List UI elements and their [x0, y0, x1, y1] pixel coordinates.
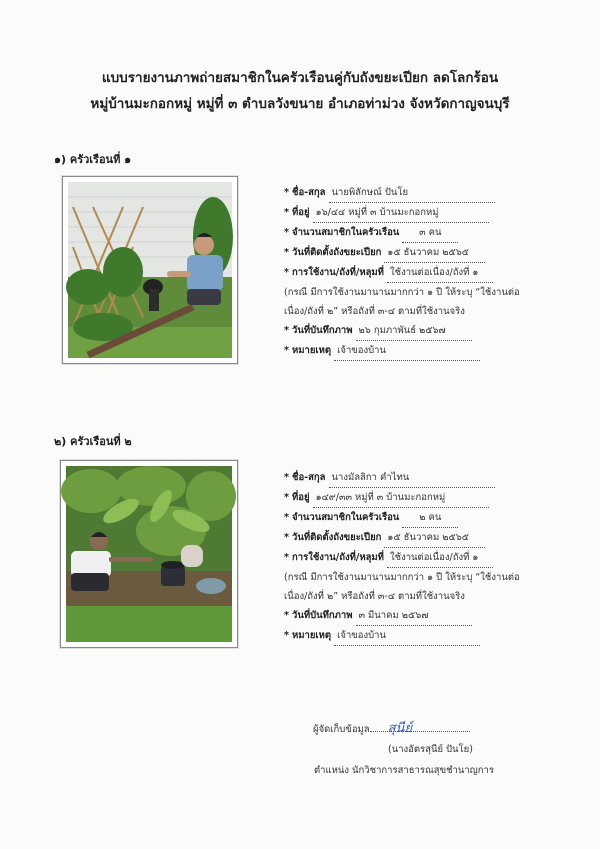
- report-title-line-1: แบบรายงานภาพถ่ายสมาชิกในครัวเรือนคู่กับถังขยะเปียก ลดโลกร้อน: [101, 70, 499, 86]
- remark-value: เจ้าของบ้าน: [334, 341, 480, 361]
- address-value: ๑๖/๔๔ หมู่ที่ ๓ บ้านมะกอกหมู่: [313, 203, 489, 223]
- address-value: ๑๔๙/๓๓ หมู่ที่ ๓ บ้านมะกอกหมู่: [313, 488, 489, 508]
- handwritten-signature: สุนีย์: [387, 721, 413, 736]
- household-1-heading: ๑) ครัวเรือนที่ ๑: [54, 153, 132, 166]
- bullet-star: *: [284, 345, 289, 356]
- bullet-star: *: [284, 492, 289, 503]
- signature-line: [370, 721, 470, 736]
- bullet-star: *: [284, 325, 289, 336]
- usage-note: (กรณี มีการใช้งานมานานมากกว่า ๑ ปี ให้ระบุ “ใช้งานต่อเนื่อง/ถังที่ ๒” หรือถังที่ ๓-๔ ตามที่ใช้งานจริง: [284, 572, 520, 602]
- install-date-value: ๑๕ ธันวาคม ๒๕๖๕: [384, 528, 485, 548]
- household-1-remark-row: [284, 341, 534, 361]
- bullet-star: *: [284, 187, 289, 198]
- members-value: ๒ คน: [402, 508, 458, 528]
- household-2-usage-row: [284, 548, 534, 568]
- members-label: จำนวนสมาชิกในครัวเรือน: [292, 512, 400, 523]
- bullet-star: *: [284, 227, 289, 238]
- collector-label: ผู้จัดเก็บข้อมูล: [313, 724, 370, 735]
- install-date-value: ๑๕ ธันวาคม ๒๕๖๕: [384, 243, 485, 263]
- members-value: ๓ คน: [402, 223, 458, 243]
- bullet-star: *: [284, 472, 289, 483]
- usage-value: ใช้งานต่อเนื่อง/ถังที่ ๑: [387, 263, 493, 283]
- bullet-star: *: [284, 610, 289, 621]
- bullet-star: *: [284, 512, 289, 523]
- address-label: ที่อยู่: [292, 492, 310, 503]
- bullet-star: *: [284, 247, 289, 258]
- household-2-photo-date-row: [284, 606, 534, 626]
- household-1-members-row: [284, 223, 534, 243]
- usage-value: ใช้งานต่อเนื่อง/ถังที่ ๑: [387, 548, 493, 568]
- household-2-remark-row: [284, 626, 534, 646]
- install-label: วันที่ติดตั้งถังขยะเปียก: [292, 247, 382, 258]
- household-2-details: [284, 468, 534, 646]
- collector-name: (นางอัตรสุนีย์ ปันโย): [388, 744, 473, 755]
- photo-date-value: ๓ มีนาคม ๒๕๖๗: [356, 606, 472, 626]
- household-1-usage-row: [284, 263, 534, 283]
- address-label: ที่อยู่: [292, 207, 310, 218]
- name-label: ชื่อ-สกุล: [292, 187, 326, 198]
- bullet-star: *: [284, 630, 289, 641]
- household-2-install-row: [284, 528, 534, 548]
- bullet-star: *: [284, 207, 289, 218]
- name-value: นายพิลักษณ์ ปันโย: [329, 183, 495, 203]
- remark-label: หมายเหตุ: [292, 630, 332, 641]
- household-2-address-row: [284, 488, 534, 508]
- collector-position: ตำแหน่ง นักวิชาการสาธารณสุขชำนาญการ: [314, 765, 494, 776]
- members-label: จำนวนสมาชิกในครัวเรือน: [292, 227, 400, 238]
- household-2-heading: ๒) ครัวเรือนที่ ๒: [54, 435, 132, 448]
- name-label: ชื่อ-สกุล: [292, 472, 326, 483]
- bullet-star: *: [284, 532, 289, 543]
- photo-date-label: วันที่บันทึกภาพ: [292, 610, 353, 621]
- photo-date-label: วันที่บันทึกภาพ: [292, 325, 353, 336]
- household-1-details: [284, 183, 534, 361]
- bullet-star: *: [284, 267, 289, 278]
- name-value: นางมัลลิกา คำไทน: [329, 468, 495, 488]
- bullet-star: *: [284, 552, 289, 563]
- install-label: วันที่ติดตั้งถังขยะเปียก: [292, 532, 382, 543]
- household-2-members-row: [284, 508, 534, 528]
- household-2-photo: [60, 460, 238, 648]
- remark-value: เจ้าของบ้าน: [334, 626, 480, 646]
- remark-label: หมายเหตุ: [292, 345, 332, 356]
- usage-label: การใช้งาน/ถังที่/หลุมที่: [292, 552, 384, 563]
- household-2-name-row: [284, 468, 534, 488]
- household-1-photo-date-row: [284, 321, 534, 341]
- household-1-address-row: [284, 203, 534, 223]
- collector-row: [313, 722, 470, 737]
- report-title-line-2: หมู่บ้านมะกอกหมู่ หมู่ที่ ๓ ตำบลวังขนาย อำเภอท่าม่วง จังหวัดกาญจนบุรี: [90, 96, 510, 112]
- household-1-photo: [62, 176, 238, 364]
- household-1-install-row: [284, 243, 534, 263]
- photo-date-value: ๒๖ กุมภาพันธ์ ๒๕๖๗: [356, 321, 472, 341]
- household-1-name-row: [284, 183, 534, 203]
- usage-label: การใช้งาน/ถังที่/หลุมที่: [292, 267, 384, 278]
- usage-note: (กรณี มีการใช้งานมานานมากกว่า ๑ ปี ให้ระบุ “ใช้งานต่อเนื่อง/ถังที่ ๒” หรือถังที่ ๓-๔ ตามที่ใช้งานจริง: [284, 287, 520, 317]
